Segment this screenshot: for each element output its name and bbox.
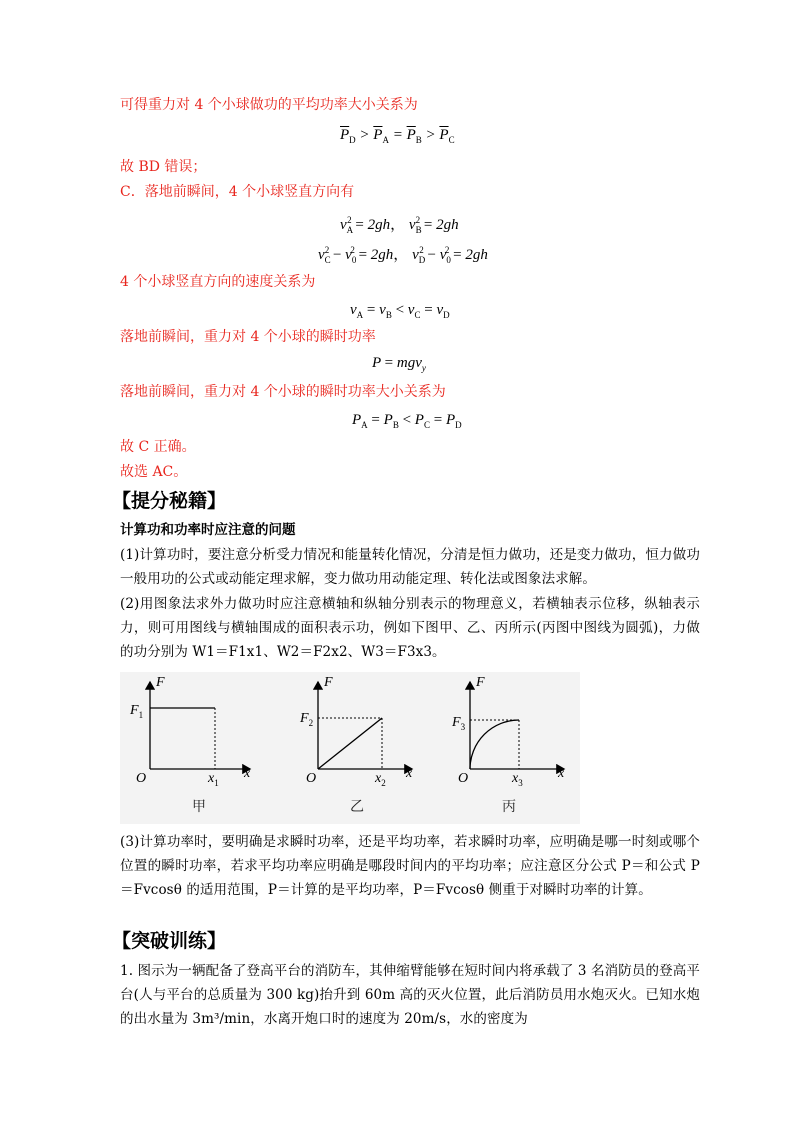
graph-yi <box>299 675 413 788</box>
tips-paragraph-3: (3)计算功率时，要明确是求瞬时功率，还是平均功率，若求瞬时功率，应明确是哪一时刻或哪个位置的瞬时功率，若求平均功率应明确是哪段时间内的平均功率；应注意区分公式 P＝和公式 P＝Fvcosθ 的适用范围，P＝计算的是平均功率，P＝Fvcosθ 侧重于对瞬时功率的计算。 <box>120 834 700 898</box>
solution-line-4-text: 4 个小球竖直方向的速度关系为 <box>120 274 316 290</box>
graph-bing-origin: O <box>458 771 469 786</box>
graph-bing-y-label: F <box>476 675 485 690</box>
equation-velocity-relation: $v_A = v_B < v_C = v_D$ <box>350 302 450 320</box>
training-question-1 <box>120 959 700 1031</box>
training-question-1-text: 1. 图示为一辆配备了登高平台的消防车，其伸缩臂能够在短时间内将承载了 3 名消防员的登高平台(人与平台的总质量为 300 kg)抬升到 60m 高的灭火位置，此后消防员用水炮灭火。已知水炮的出水量为 3m³/min，水离开炮口时的速度为 20m/s，水的密度为 <box>120 963 700 1027</box>
solution-line-5 <box>120 327 376 347</box>
solution-line-3-text: C．落地前瞬间，4 个小球竖直方向有 <box>120 184 355 200</box>
solution-line-8-text: 故选 AC。 <box>120 464 188 480</box>
solution-line-7-text: 故 C 正确。 <box>120 439 196 455</box>
solution-line-8 <box>120 462 187 482</box>
graph-yi-force-line <box>318 718 382 769</box>
graph-bing-disp-label: $x_3$ <box>512 771 523 788</box>
graph-yi-origin: O <box>306 771 317 786</box>
solution-line-3 <box>120 182 354 202</box>
equation-instant-power-relation: $P_A = P_B < P_C = P_D$ <box>352 412 462 430</box>
graph-caption-bing: 丙 <box>502 799 516 815</box>
solution-line-2 <box>120 157 206 177</box>
graph-bing-arc <box>470 720 519 769</box>
graph-yi-x-label: x <box>406 766 413 781</box>
tips-heading: 【提分秘籍】 <box>112 490 227 512</box>
solution-line-1 <box>120 95 418 115</box>
solution-line-6-text: 落地前瞬间，重力对 4 个小球的瞬时功率大小关系为 <box>120 384 446 400</box>
tips-paragraph-1: (1)计算功时，要注意分析受力情况和能量转化情况，分清是恒力做功，还是变力做功，恒力做功一般用功的公式或动能定理求解，变力做功用动能定理、转化法或图象法求解。 <box>120 547 700 587</box>
solution-line-6 <box>120 382 446 402</box>
graph-jia-disp-label: $x_1$ <box>208 771 219 788</box>
equation-vertical-velocity-cd: $v_C^2 - v_0^2 = 2gh$， $v_D^2 - v_0^2 = 2gh$ <box>318 245 488 265</box>
graph-yi-disp-label: $x_2$ <box>375 771 386 788</box>
solution-line-5-text: 落地前瞬间，重力对 4 个小球的瞬时功率 <box>120 329 376 345</box>
tips-subheading: 计算功和功率时应注意的问题 <box>120 522 296 538</box>
graph-bing <box>451 675 565 788</box>
force-displacement-figure <box>120 672 580 824</box>
equation-average-power: $\overline{P}_D > \overline{P}_A = \overline{P}_B > \overline{P}_C$ <box>340 127 455 145</box>
tips-paragraph-2 <box>120 592 700 664</box>
graph-jia-force-label: $F_1$ <box>130 703 144 720</box>
equation-instant-power: P = mgv$_y$ <box>372 355 426 373</box>
solution-line-1-text: 可得重力对 4 个小球做功的平均功率大小关系为 <box>120 97 418 113</box>
graph-yi-force-label: $F_2$ <box>300 711 314 728</box>
solution-line-2-text: 故 BD 错误； <box>120 159 207 175</box>
graph-jia-origin: O <box>136 771 147 786</box>
graph-yi-y-label: F <box>324 675 333 690</box>
solution-line-7 <box>120 437 196 457</box>
graph-caption-yi: 乙 <box>350 799 364 815</box>
graph-jia-y-label: F <box>156 675 165 690</box>
graph-bing-force-label: $F_3$ <box>452 715 466 732</box>
tips-paragraph-2-text: (2)用图象法求外力做功时应注意横轴和纵轴分别表示的物理意义，若横轴表示位移，纵轴表示力，则可用图线与横轴围成的面积表示功，例如下图甲、乙、丙所示(丙图中图线为圆弧)，力做的功分别为 W1＝F1x1、W2＝F2x2、W3＝F3x3。 <box>120 596 700 660</box>
graph-bing-x-label: x <box>558 766 565 781</box>
training-heading: 【突破训练】 <box>112 930 227 952</box>
graph-jia <box>129 675 251 788</box>
solution-line-4 <box>120 272 315 292</box>
equation-vertical-velocity-ab: $v_A^2 = 2gh$， $v_B^2 = 2gh$ <box>340 215 459 235</box>
graph-jia-x-label: x <box>244 766 251 781</box>
graph-caption-jia: 甲 <box>192 799 206 815</box>
